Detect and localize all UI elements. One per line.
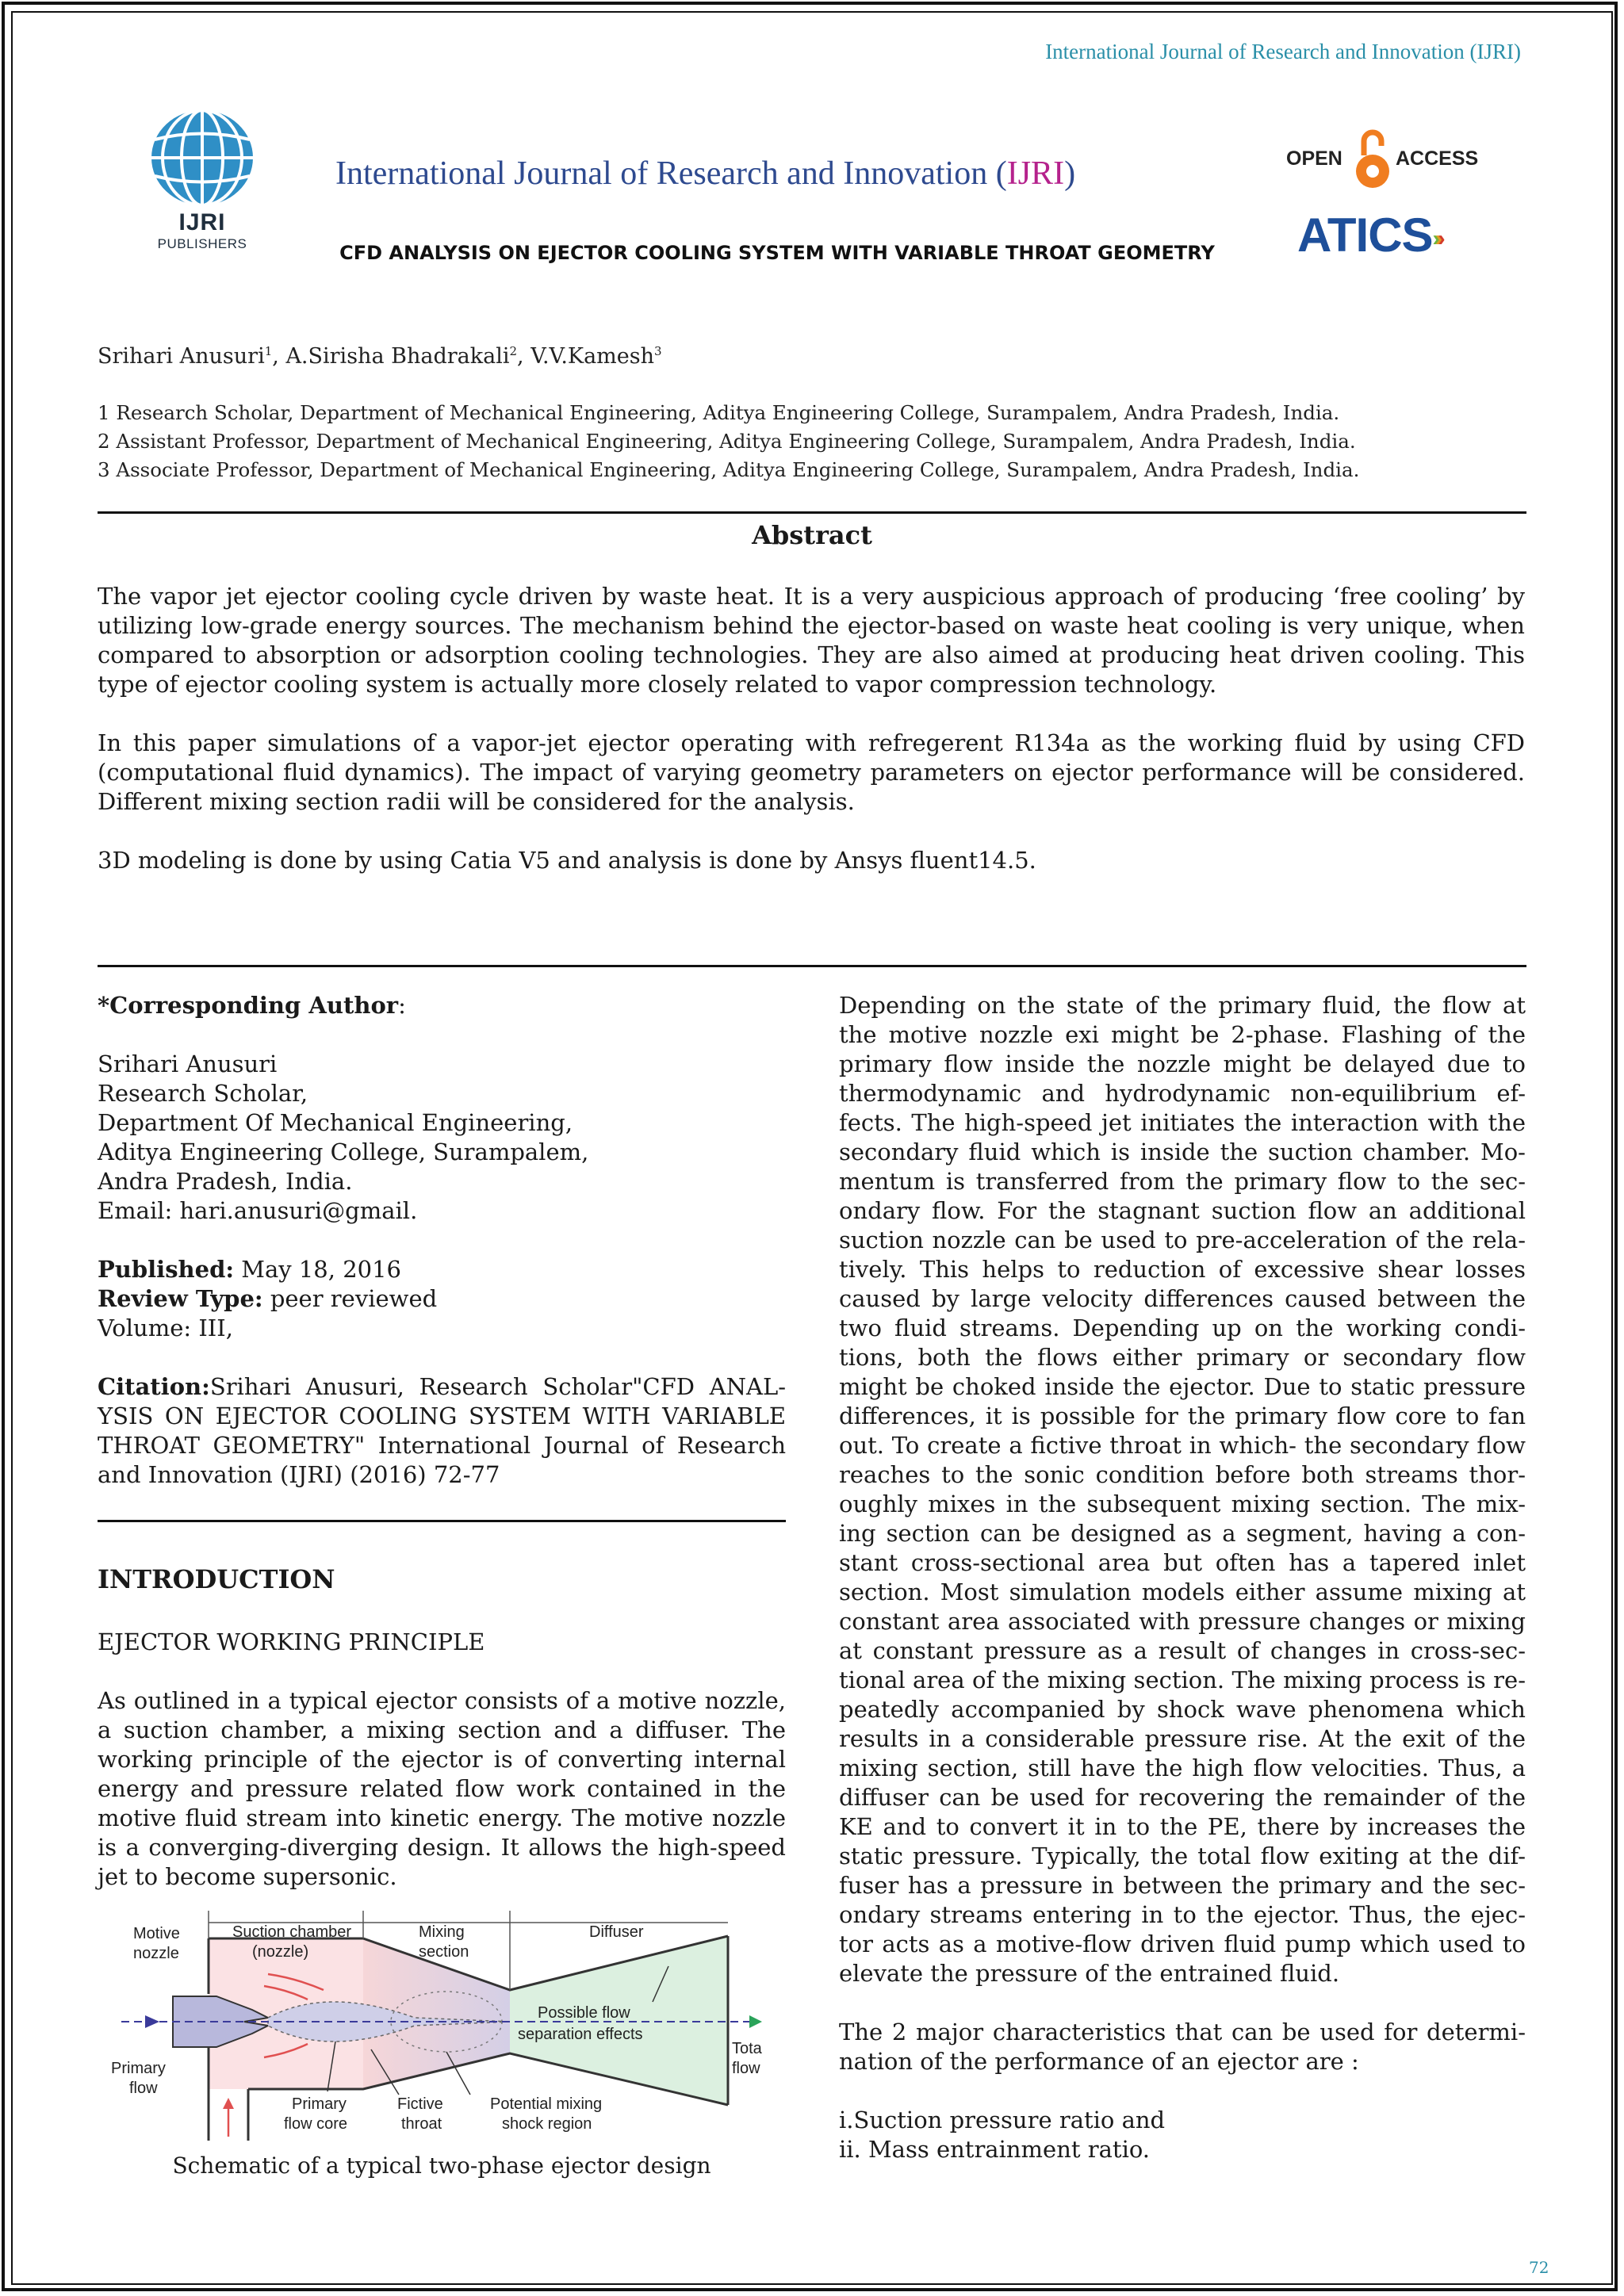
atics-text: ATICS: [1297, 209, 1433, 262]
published-value: May 18, 2016: [234, 1256, 401, 1283]
abstract-paragraph: The vapor jet ejector cooling cycle driven by waste heat. It is a very auspicious approach of producing ‘free cooling’ by utilizing low-grade energy sources. The mechanism behind the ejector-based on waste heat cooling is very unique, when compared to absorption or adsorption cooling technologies. They are also aimed at producing heat driven cooling. This type of ejector cooling system is actually more closely related to vapor compression technology.: [98, 583, 1525, 698]
author-sup: 2: [509, 344, 518, 358]
journal-title: [335, 155, 1075, 193]
label-separation: separation effects: [518, 2026, 643, 2043]
label-diffuser: Diffuser: [589, 1923, 644, 1941]
corresponding-colon: :: [398, 992, 406, 1019]
published-label: Published:: [98, 1256, 235, 1283]
label-primary-flow-2: flow: [129, 2080, 158, 2097]
characteristics-list: [839, 2106, 1526, 2164]
ijri-publishers-logo: [143, 108, 262, 252]
contact-line: Research Scholar,: [98, 1080, 308, 1107]
contact-line: Srihari Anusuri: [98, 1050, 278, 1077]
journal-title-main: International Journal of Research and Innovation (: [335, 155, 1007, 192]
published-line: [98, 1255, 786, 1284]
label-fictive: Fictive: [397, 2095, 443, 2113]
body-paragraph: The 2 major characteristics that can be used for determi-nation of the performance of an ejector are :: [839, 2019, 1526, 2075]
corresponding-author-line: [98, 991, 786, 1020]
open-lock-icon: [1353, 127, 1392, 190]
label-suction: Suction chamber: [232, 1923, 352, 1941]
journal-title-close: ): [1064, 155, 1076, 192]
logo-name: IJRI: [178, 209, 226, 235]
body-paragraph: Depending on the state of the primary fluid, the flow at the motive nozzle exi might be 2-phase. Flashing of the primary flow inside the nozzle might be delayed due to thermodynamic and hydrodynamic non-equilibrium ef-fects. The high-speed jet initiates the interaction with the secondary fluid which is inside the suction chamber. Mo-mentum is transferred from the primary flow to the sec-ondary flow. For the stagnant suction flow an additional suction nozzle can be used to pre-acceleration of the rela-tively. This helps to reduction of excessive shear losses caused by large velocity differences caused between the two fluid streams. Depending up on the working condi-tions, both the flows either primary or secondary flow might be choked inside the ejector. Due to static pressure differences, it is possible for the primary flow core to fan out. To create a fictive throat in which- the secondary flow reaches to the sonic condition before both streams thor-oughly mixes in the subsequent mixing section. The mix-ing section can be designed as a segment, having a con-stant cross-sectional area but often has a tapered inlet section. Most simulation models either assume mixing at constant area associated with pressure changes or mixing at constant pressure as a result of changes in cross-sec-tional area of the mixing section. The mixing process is re-peatedly accompanied by shock wave phenomena which results in a considerable pressure rise. At the exit of the mixing section, still have the high flow velocities. Thus, a diffuser can be used for recovering the remainder of the KE and to convert it in to the PE, there by increases the static pressure. Typically, the total flow exiting at the dif-fuser has a pressure in between the primary and the sec-ondary streams entering in to the ejector. Thus, the ejec-tor acts as a motive-flow driven fluid pump which used to elevate the pressure of the entrained fluid.: [839, 992, 1526, 1987]
author-info-column: [98, 991, 786, 1490]
logo-subtitle: PUBLISHERS: [157, 236, 247, 251]
label-nozzle: nozzle: [133, 1945, 179, 1962]
label-core: Primary: [292, 2095, 347, 2113]
abstract-paragraph: 3D modeling is done by using Catia V5 and analysis is done by Ansys fluent14.5.: [98, 847, 1036, 874]
abstract-body: [98, 582, 1525, 905]
abstract-paragraph: In this paper simulations of a vapor-jet ejector operating with refregerent R134a as the working fluid by using CFD (computational fluid dynamics). The impact of varying geometry parameters on ejector performance will be considered. Different mixing section radii will be considered for the analysis.: [98, 729, 1525, 815]
label-throat: throat: [401, 2115, 442, 2133]
page-number: 72: [1529, 2258, 1549, 2277]
affiliation-line: 3 Associate Professor, Department of Mechanical Engineering, Aditya Engineering College, Surampalem, Andra Pradesh, India.: [98, 458, 1360, 481]
label-core-2: flow core: [284, 2115, 348, 2133]
author-name: Srihari Anusuri: [98, 344, 265, 369]
label-primary-flow: Primary: [111, 2060, 166, 2077]
figure-caption: Schematic of a typical two-phase ejector design: [172, 2152, 711, 2179]
chevrons-icon: ›››: [1432, 226, 1441, 251]
ejector-schematic: [98, 1911, 786, 2149]
label-mixing-sub: section: [419, 1943, 469, 1961]
review-line: [98, 1284, 786, 1314]
divider-left-col: [98, 1520, 786, 1522]
open-access-left: OPEN: [1286, 147, 1342, 170]
label-suction-sub: (nozzle): [252, 1943, 309, 1961]
open-access-right: ACCESS: [1396, 147, 1479, 170]
primary-flow-arrow-icon: [145, 2015, 159, 2028]
label-motive: Motive: [133, 1925, 180, 1942]
introduction-heading: INTRODUCTION: [98, 1564, 335, 1594]
label-total-2: flow: [732, 2060, 760, 2077]
affiliation-line: 2 Assistant Professor, Department of Mechanical Engineering, Aditya Engineering College, Surampalem, Andra Pradesh, India.: [98, 430, 1356, 453]
abstract-heading: Abstract: [752, 520, 872, 550]
review-value: peer reviewed: [262, 1285, 438, 1312]
citation-label: Citation:: [98, 1373, 210, 1400]
affiliation-line: 1 Research Scholar, Department of Mechanical Engineering, Aditya Engineering College, Surampalem, Andra Pradesh, India.: [98, 401, 1340, 424]
author-sup: 3: [654, 344, 662, 358]
corresponding-label: *Corresponding Author: [98, 992, 399, 1019]
paper-title: CFD ANALYSIS ON EJECTOR COOLING SYSTEM WITH VARIABLE THROAT GEOMETRY: [339, 242, 1215, 264]
journal-title-abbr: IJRI: [1006, 155, 1065, 192]
list-item: i.Suction pressure ratio and: [839, 2107, 1166, 2133]
contact-line: Aditya Engineering College, Surampalem,: [98, 1138, 589, 1165]
divider-top: [98, 511, 1526, 514]
author-name: V.V.Kamesh: [530, 344, 655, 369]
citation-text: Srihari Anusuri, Research Scholar"CFD ANAL-YSIS ON EJECTOR COOLING SYSTEM WITH VARIABLE THROAT GEOMETRY" International Journal of Research and Innovation (IJRI) (2016) 72-77: [98, 1373, 786, 1488]
suction-arrow-head-icon: [223, 2098, 234, 2109]
working-principle-subheading: EJECTOR WORKING PRINCIPLE: [98, 1628, 485, 1655]
citation: [98, 1372, 786, 1490]
divider-abstract: [98, 965, 1526, 967]
introduction-paragraph: As outlined in a typical ejector consists of a motive nozzle, a suction chamber, a mixing section and a diffuser. The working principle of the ejector is of converting internal energy and pressure related flow work contained in the motive fluid stream into kinetic energy. The motive nozzle is a converging-diverging design. It allows the high-speed jet to become supersonic.: [98, 1687, 786, 1890]
label-mixing: Mixing: [419, 1923, 465, 1941]
ejector-schematic-figure: [98, 1911, 786, 2149]
contact-email: Email: hari.anusuri@gmail.: [98, 1197, 418, 1224]
open-access-logo: [1285, 127, 1479, 190]
contact-line: Department Of Mechanical Engineering,: [98, 1109, 573, 1136]
affiliations: [98, 399, 1359, 484]
author-list: Srihari Anusuri$^1$, A.Sirisha Bhadrakali$^2$, V.V.Kamesh$^3$: [98, 344, 662, 369]
total-flow-arrow-icon: [749, 2015, 762, 2028]
volume-line: Volume: III,: [98, 1314, 233, 1341]
running-head: International Journal of Research and Innovation (IJRI): [1045, 40, 1521, 63]
atics-logo: [1297, 208, 1441, 262]
label-possible-flow: Possible flow: [538, 2004, 630, 2022]
label-shock: Potential mixing: [490, 2095, 603, 2113]
review-label: Review Type:: [98, 1285, 263, 1312]
label-shock-2: shock region: [502, 2115, 592, 2133]
contact-line: Andra Pradesh, India.: [98, 1168, 353, 1195]
list-item: ii. Mass entrainment ratio.: [839, 2136, 1151, 2163]
author-name: A.Sirisha Bhadrakali: [285, 344, 510, 369]
label-total: Tota: [732, 2040, 762, 2057]
author-sup: 1: [264, 344, 273, 358]
globe-icon: [148, 108, 256, 208]
right-column: [839, 991, 1526, 2164]
